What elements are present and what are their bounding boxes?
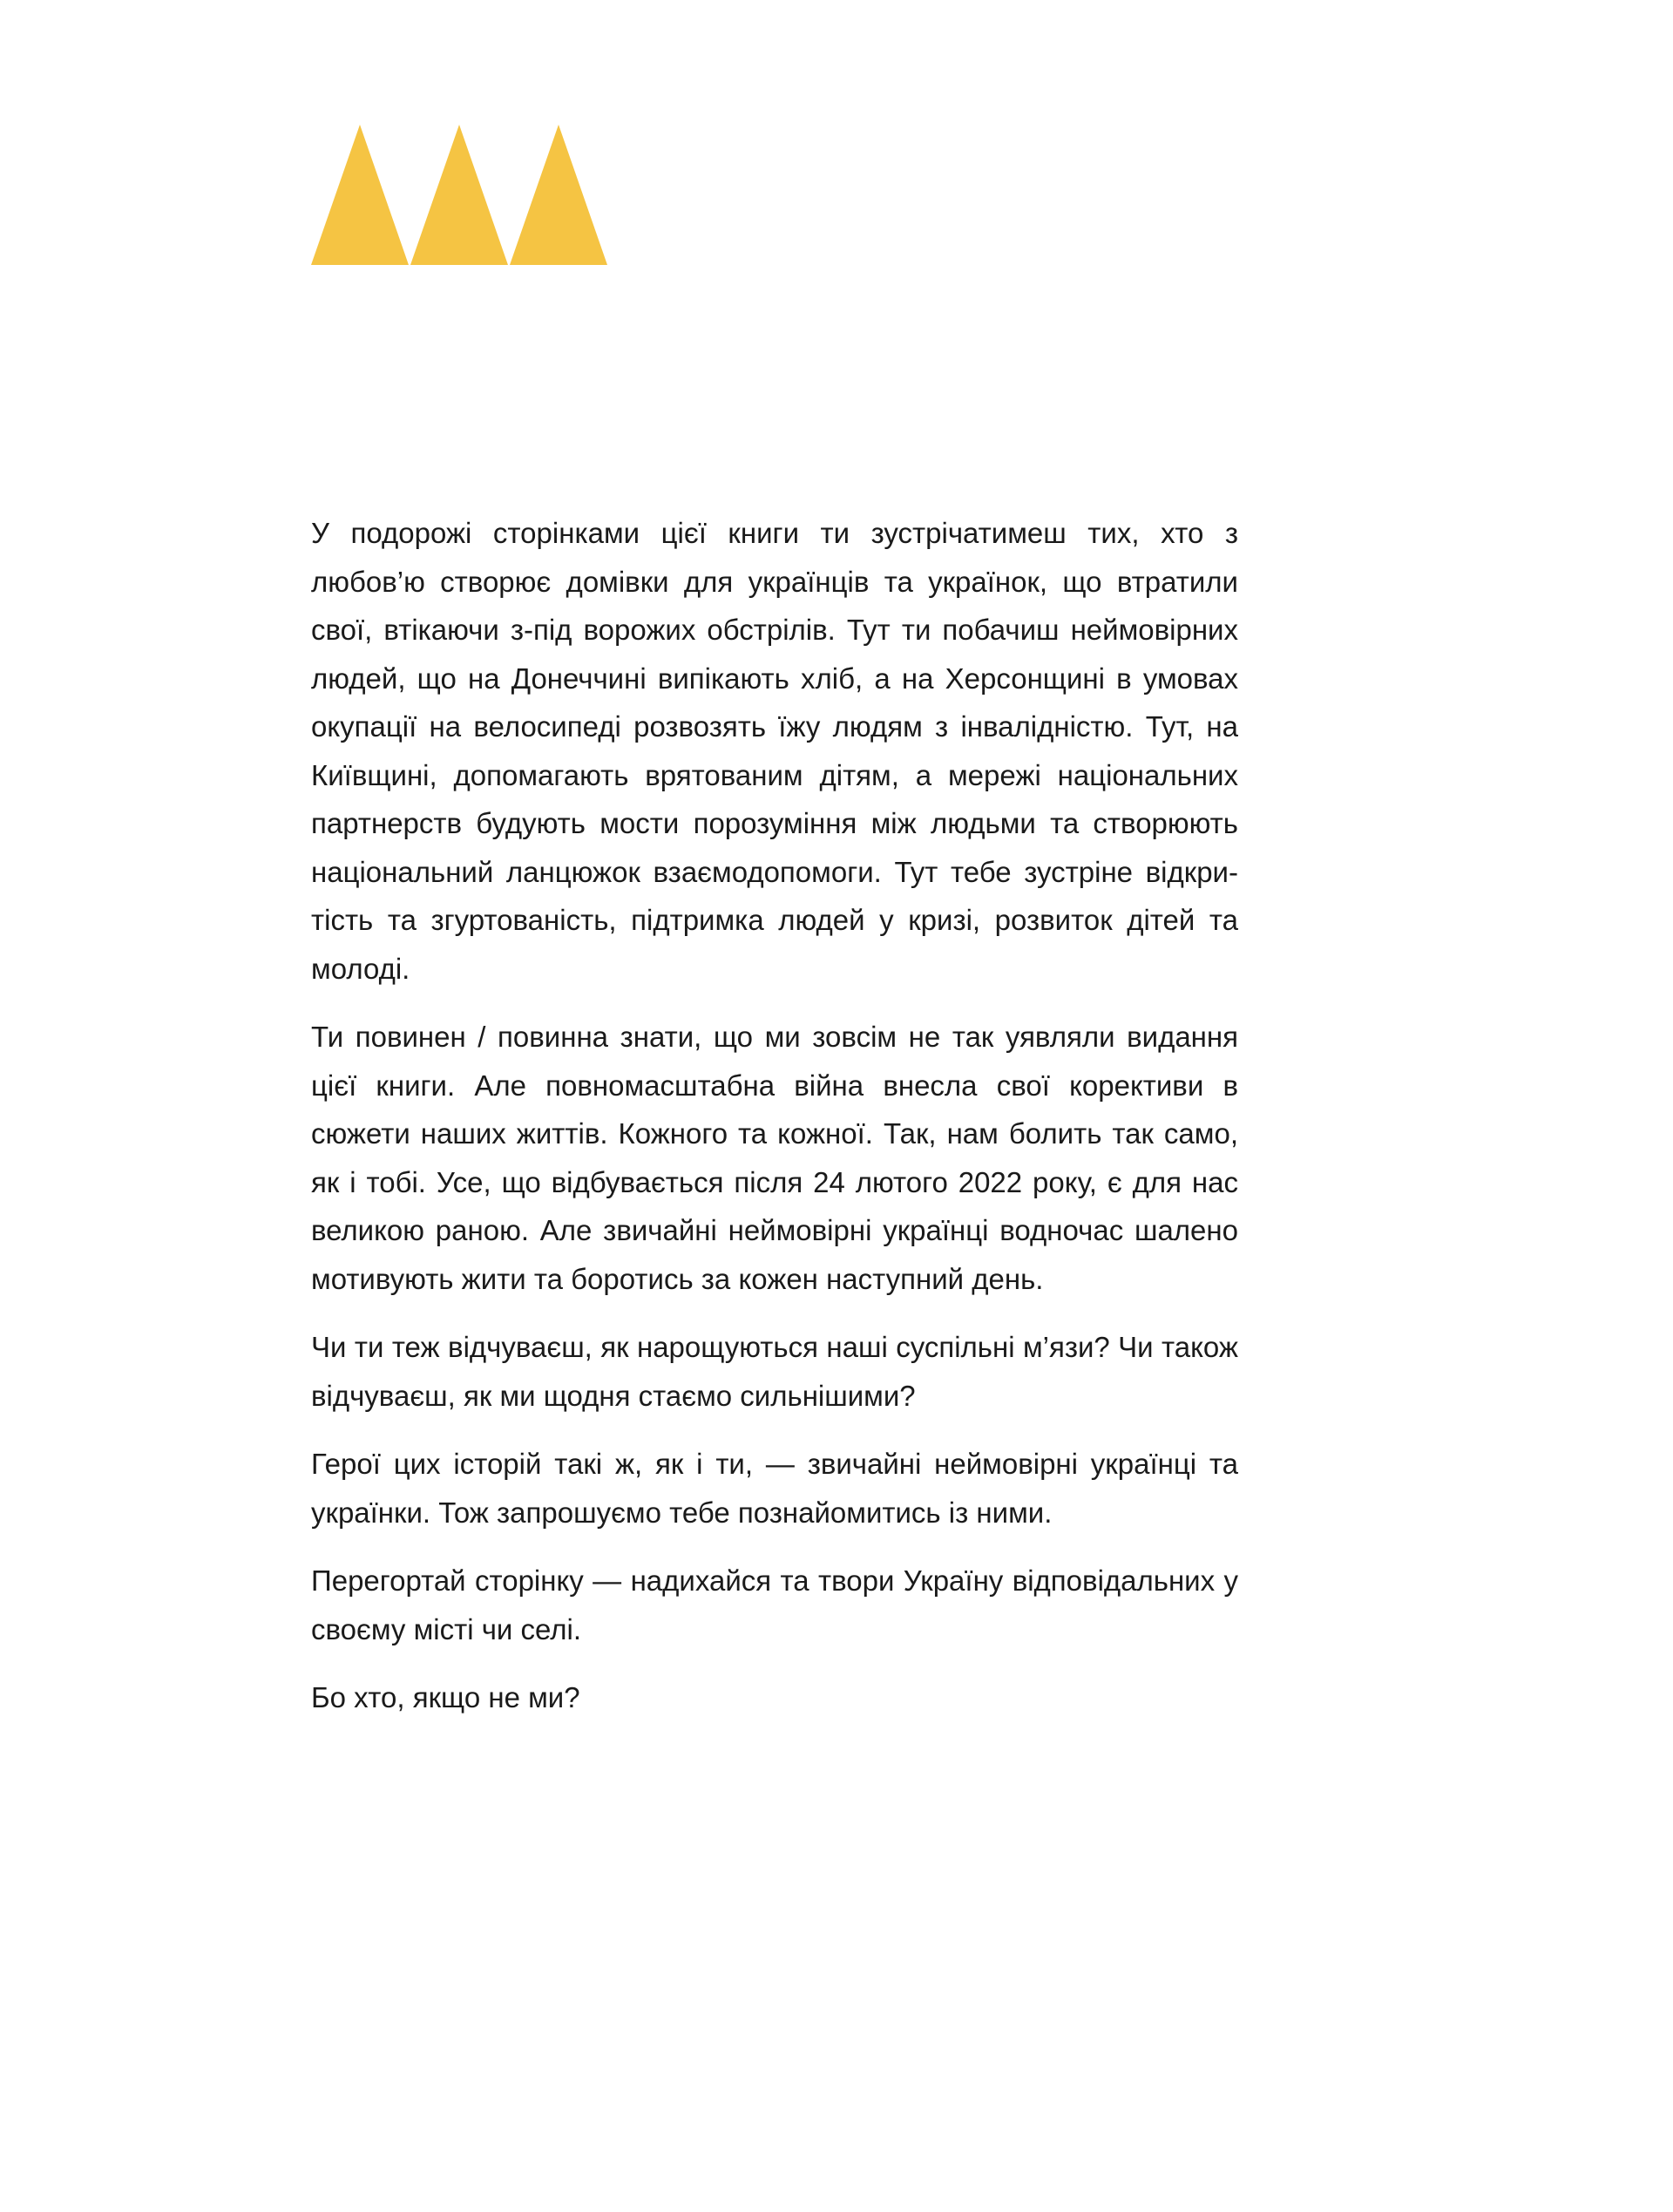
logo-triangle-left: [311, 125, 409, 265]
logo: [311, 125, 607, 265]
paragraph-intro: У подорожі сторінками цієї книги ти зустрічатимеш тих, хто з любов’ю створює домівки для українців та українок, що втратили свої, втікаючи з-під ворожих обстрілів. Тут ти побачиш неймовірних людей, що на Донеччині випікають хліб, а на Херсонщині в умовах окупації на велосипеді розвозять їжу людям з інвалідністю. Тут, на Київщині, допомагають врятованим дітям, а мережі національних партнерств будують мости порозуміння між людьми та створюють національний ланцюжок взаємодопомоги. Тут тебе зустріне відкритість та згуртованість, підтримка людей у кризі, розвиток дітей та молоді.: [311, 517, 1238, 985]
paragraph-muscles: Чи ти теж відчуваєш, як нарощуються наші суспільні м’язи? Чи також відчуваєш, як ми щодня стаємо сильнішими?: [311, 1331, 1238, 1412]
paragraph-heroes: Герої цих історій такі ж, як і ти, — звичайні неймовірні українці та українки. Тож запрошуємо тебе познайомитись із ними.: [311, 1448, 1238, 1529]
paragraph-closing: Бо хто, якщо не ми?: [311, 1681, 580, 1713]
three-yellow-triangles-icon: [311, 125, 607, 265]
logo-triangle-middle: [410, 125, 508, 265]
paragraph-war: Ти повинен / повинна знати, що ми зовсім не так уявляли видання цієї книги. Але повномасштабна війна внесла свої корективи в сюжети наших життів. Кожного та кожної. Так, нам болить так само, як і тобі. Усе, що відбувається після 24 лютого 2022 року, є для нас великою раною. Але звичайні неймовірні українці водночас шалено мотивують жити та боротись за кожен наступний день.: [311, 1021, 1238, 1295]
logo-triangle-right: [510, 125, 607, 265]
body-text: [311, 509, 1238, 1742]
paragraph-turn-page: Перегортай сторінку — надихайся та твори Україну відповідальних у своєму місті чи селі.: [311, 1564, 1238, 1645]
